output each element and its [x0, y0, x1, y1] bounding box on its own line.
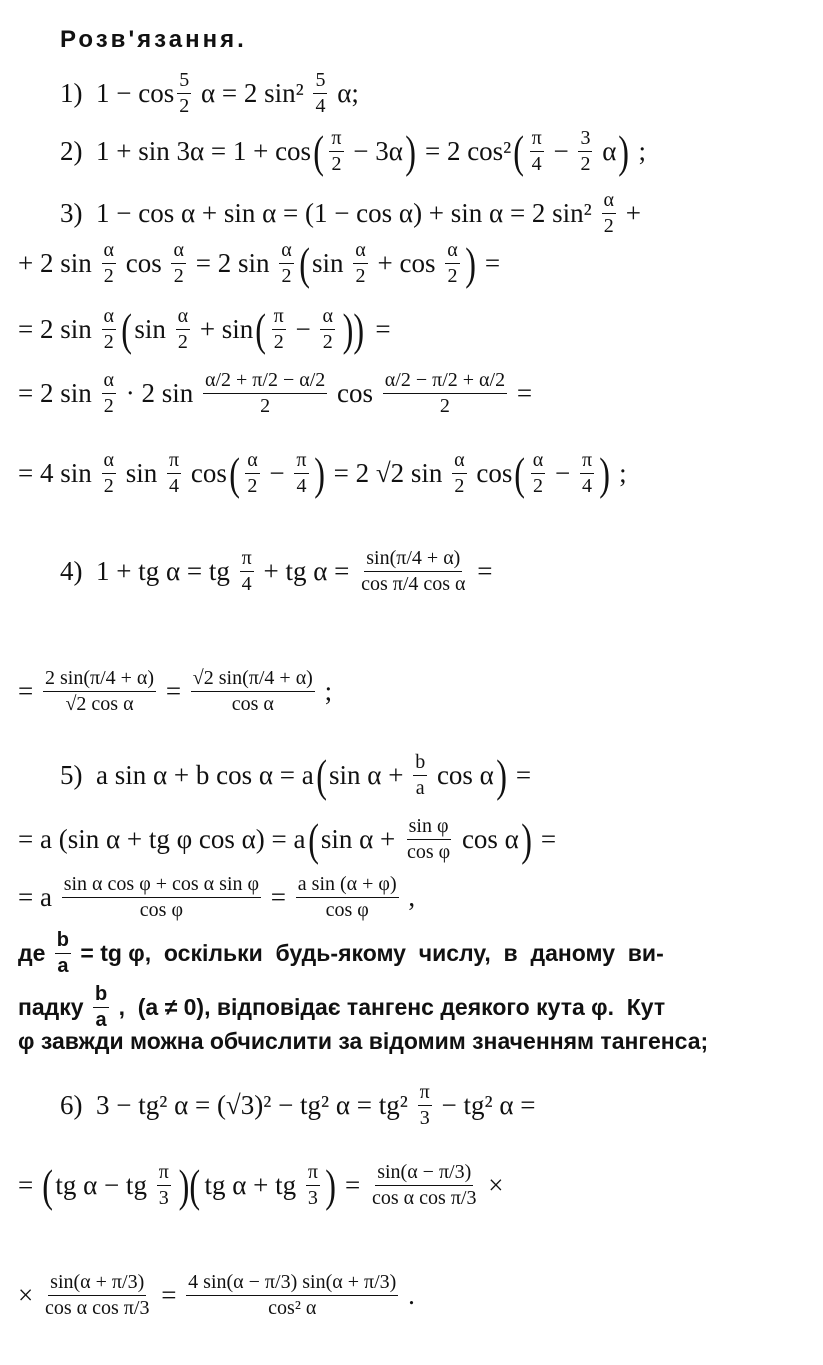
text: =: [534, 824, 557, 854]
text: =: [159, 676, 188, 706]
text: cos α: [455, 824, 519, 854]
fraction: [405, 816, 452, 863]
fraction: [353, 240, 367, 287]
formula-3-cont-2: [18, 303, 391, 355]
numerator: α: [531, 450, 545, 474]
text: sin α +: [320, 824, 402, 854]
text-line-3: φ завжди можна обчислити за відомим значенням тангенса;: [18, 1028, 709, 1054]
fraction: [578, 128, 592, 175]
numerator: π: [167, 450, 181, 474]
text: sin: [312, 248, 351, 278]
fraction: [306, 1162, 320, 1209]
denominator: √2 cos α: [65, 693, 134, 715]
numerator: sin(α + π/3): [48, 1272, 146, 1296]
fraction: [413, 752, 427, 799]
numerator: α: [602, 190, 616, 214]
numerator: 2 sin(π/4 + α): [43, 668, 156, 692]
fraction: [313, 70, 327, 117]
text: 5) a sin α + b cos α = a: [60, 760, 314, 790]
denominator: 4: [531, 153, 542, 175]
denominator: 3: [307, 1187, 318, 1209]
numerator: α: [353, 240, 367, 264]
text: −: [548, 458, 577, 488]
text: = 2 sin: [18, 314, 99, 344]
numerator: π: [272, 306, 286, 330]
paren: ): [496, 749, 507, 801]
denominator: 2: [103, 265, 114, 287]
formula-3-cont-3: [18, 370, 532, 417]
numerator: π: [329, 128, 343, 152]
numerator: sin φ: [407, 816, 451, 840]
fraction: [177, 70, 191, 117]
numerator: α/2 − π/2 + α/2: [383, 370, 507, 394]
paren: (: [316, 749, 327, 801]
fraction: [418, 1082, 432, 1129]
paren: (: [513, 125, 525, 177]
fraction: [531, 450, 545, 497]
paren: (: [42, 1159, 54, 1211]
numerator: π: [240, 548, 254, 572]
text: ,: [401, 882, 416, 912]
text: 1) 1 − cos: [60, 78, 175, 108]
fraction: [102, 370, 116, 417]
text: − tg² α =: [434, 1090, 536, 1120]
denominator: 2: [103, 331, 114, 353]
paren: ): [465, 237, 476, 289]
formula-2: [60, 125, 646, 177]
text: + tg α =: [256, 556, 357, 586]
text: , (a ≠ 0), відповідає тангенс деякого кута φ. Кут: [112, 994, 666, 1020]
fraction: [329, 128, 343, 175]
numerator: π: [294, 450, 308, 474]
text: =: [18, 676, 40, 706]
fraction: [452, 450, 466, 497]
paren: ): [599, 447, 611, 499]
text: = a (sin α + tg φ cos α) = a: [18, 824, 306, 854]
text: =: [470, 556, 493, 586]
numerator: π: [530, 128, 544, 152]
fraction: [530, 128, 544, 175]
formula-1: [60, 70, 359, 117]
text: ×: [18, 1280, 40, 1310]
fraction: [296, 874, 399, 921]
fraction: [245, 450, 259, 497]
text: tg α − tg: [55, 1170, 154, 1200]
denominator: 2: [177, 331, 188, 353]
denominator: cos α: [231, 693, 274, 715]
text: sin: [118, 458, 164, 488]
numerator: 4 sin(α − π/3) sin(α + π/3): [186, 1272, 398, 1296]
text: =: [510, 378, 533, 408]
text: =: [478, 248, 501, 278]
formula-3-cont-1: [18, 237, 501, 289]
numerator: π: [157, 1162, 171, 1186]
text: −: [288, 314, 318, 344]
text: = 2 √2 sin: [326, 458, 450, 488]
text: =: [154, 1280, 184, 1310]
numerator: α: [279, 240, 293, 264]
text: cos: [118, 248, 169, 278]
text: + sin: [193, 314, 254, 344]
paren: (: [307, 813, 319, 865]
denominator: 4: [241, 573, 252, 595]
numerator: 5: [177, 70, 191, 94]
paren: )): [342, 303, 365, 355]
paren: (: [255, 303, 267, 355]
fraction: [445, 240, 459, 287]
denominator: 2: [322, 331, 333, 353]
denominator: 2: [447, 265, 458, 287]
text: 3) 1 − cos α + sin α = (1 − cos α) + sin α = 2 sin²: [60, 198, 599, 228]
numerator: α: [245, 450, 259, 474]
numerator: 5: [313, 70, 327, 94]
paren: ): [618, 125, 630, 177]
text: = 2 sin: [18, 378, 99, 408]
text: = a: [18, 882, 59, 912]
denominator: 4: [315, 95, 326, 117]
fraction: [43, 1272, 151, 1319]
denominator: 2: [439, 395, 450, 417]
fraction: [602, 190, 616, 237]
numerator: π: [306, 1162, 320, 1186]
paren: )(: [178, 1159, 200, 1211]
fraction: [43, 668, 156, 715]
numerator: π: [418, 1082, 432, 1106]
fraction: [272, 306, 286, 353]
numerator: sin(α − π/3): [375, 1162, 473, 1186]
fraction: [171, 240, 185, 287]
numerator: α: [320, 306, 334, 330]
text: α = 2 sin²: [194, 78, 311, 108]
text: = tg φ, оскільки будь-якому числу, в даному ви-: [74, 940, 664, 966]
text: .: [401, 1280, 415, 1310]
text: 6) 3 − tg² α = (√3)² − tg² α = tg²: [60, 1090, 415, 1120]
paren: ): [325, 1159, 336, 1211]
numerator: α: [102, 306, 116, 330]
paren: (: [514, 447, 526, 499]
numerator: α: [102, 240, 116, 264]
text: · 2 sin: [118, 378, 200, 408]
text-line-2: [18, 984, 665, 1031]
numerator: a sin (α + φ): [296, 874, 399, 898]
text: + cos: [370, 248, 443, 278]
text: α: [595, 136, 617, 166]
denominator: 2: [173, 265, 184, 287]
text: =: [18, 1170, 40, 1200]
formula-3-cont-4: [18, 447, 627, 499]
fraction: [279, 240, 293, 287]
text: cos: [469, 458, 513, 488]
denominator: 2: [331, 153, 342, 175]
formula-4-cont: [18, 668, 332, 715]
text: 4) 1 + tg α = tg: [60, 556, 237, 586]
fraction: [55, 930, 71, 977]
paren: (: [229, 447, 240, 499]
text: =: [368, 314, 391, 344]
text: ;: [631, 136, 646, 166]
text: cos: [330, 378, 380, 408]
fraction: [176, 306, 190, 353]
formula-4: [60, 548, 493, 595]
text: − 3α: [346, 136, 403, 166]
fraction: [102, 450, 116, 497]
fraction: [167, 450, 181, 497]
text: sin α +: [329, 760, 411, 790]
text: ;: [317, 676, 333, 706]
numerator: α: [445, 240, 459, 264]
text: =: [338, 1170, 368, 1200]
denominator: 4: [581, 475, 592, 497]
fraction: [102, 240, 116, 287]
text: −: [262, 458, 292, 488]
numerator: α/2 + π/2 − α/2: [203, 370, 327, 394]
formula-5-cont-1: [18, 813, 557, 865]
numerator: b: [93, 984, 109, 1008]
denominator: a: [57, 955, 69, 977]
denominator: 2: [103, 475, 114, 497]
fraction: [186, 1272, 398, 1319]
fraction: [359, 548, 467, 595]
text: = 2 cos²: [418, 136, 512, 166]
denominator: 2: [580, 153, 591, 175]
text: sin: [134, 314, 173, 344]
fraction: [93, 984, 109, 1031]
fraction: [191, 668, 315, 715]
denominator: 2: [355, 265, 366, 287]
numerator: 3: [578, 128, 592, 152]
fraction: [320, 306, 334, 353]
fraction: [102, 306, 116, 353]
fraction: [294, 450, 308, 497]
text: cos α: [430, 760, 494, 790]
text: де: [18, 940, 52, 966]
numerator: sin α cos φ + cos α sin φ: [62, 874, 261, 898]
denominator: cos φ: [139, 899, 183, 921]
fraction: [157, 1162, 171, 1209]
fraction: [580, 450, 594, 497]
formula-5: [60, 749, 532, 801]
numerator: √2 sin(π/4 + α): [191, 668, 315, 692]
text: −: [546, 136, 576, 166]
fraction: [383, 370, 507, 417]
text: ;: [612, 458, 627, 488]
denominator: 3: [419, 1107, 430, 1129]
denominator: 2: [179, 95, 190, 117]
numerator: b: [413, 752, 427, 776]
denominator: a: [415, 777, 425, 799]
text: ×: [481, 1170, 504, 1200]
text: =: [264, 882, 293, 912]
denominator: 2: [454, 475, 465, 497]
numerator: b: [55, 930, 71, 954]
formula-5-cont-2: [18, 874, 415, 921]
paren: ): [521, 813, 532, 865]
text-line-1: [18, 930, 664, 977]
text: tg α + tg: [204, 1170, 303, 1200]
denominator: 2: [532, 475, 543, 497]
denominator: 2: [103, 395, 114, 417]
paren: (: [121, 303, 133, 355]
denominator: 2: [260, 395, 271, 417]
paren: ): [313, 447, 325, 499]
paren: (: [299, 237, 310, 289]
text: 2) 1 + sin 3α = 1 + cos: [60, 136, 312, 166]
text: падку: [18, 994, 90, 1020]
denominator: 2: [603, 215, 614, 237]
formula-6-cont-1: [18, 1159, 504, 1211]
denominator: 2: [281, 265, 292, 287]
numerator: π: [580, 450, 594, 474]
numerator: α: [102, 450, 116, 474]
text: = 2 sin: [188, 248, 277, 278]
fraction: [62, 874, 261, 921]
denominator: cos π/4 cos α: [361, 573, 466, 595]
text: cos: [184, 458, 227, 488]
text: + 2 sin: [18, 248, 99, 278]
denominator: cos φ: [406, 841, 451, 863]
formula-6-cont-2: [18, 1272, 415, 1319]
denominator: cos² α: [268, 1297, 317, 1319]
text: α;: [330, 78, 359, 108]
numerator: α: [452, 450, 466, 474]
denominator: 4: [296, 475, 307, 497]
solution-title: Розв'язання.: [60, 26, 247, 53]
numerator: α: [176, 306, 190, 330]
text: = 4 sin: [18, 458, 99, 488]
numerator: sin(π/4 + α): [364, 548, 462, 572]
paren: (: [313, 125, 325, 177]
denominator: cos φ: [325, 899, 369, 921]
numerator: α: [102, 370, 116, 394]
numerator: α: [171, 240, 185, 264]
denominator: 2: [273, 331, 284, 353]
denominator: a: [95, 1009, 107, 1031]
denominator: 3: [158, 1187, 169, 1209]
text: =: [509, 760, 532, 790]
denominator: 4: [169, 475, 180, 497]
denominator: cos α cos π/3: [372, 1187, 477, 1209]
paren: ): [405, 125, 416, 177]
formula-6: [60, 1082, 535, 1129]
fraction: [203, 370, 327, 417]
fraction: [370, 1162, 478, 1209]
denominator: cos α cos π/3: [44, 1297, 150, 1319]
text: +: [619, 198, 641, 228]
formula-3: [60, 190, 641, 237]
fraction: [240, 548, 254, 595]
denominator: 2: [247, 475, 258, 497]
